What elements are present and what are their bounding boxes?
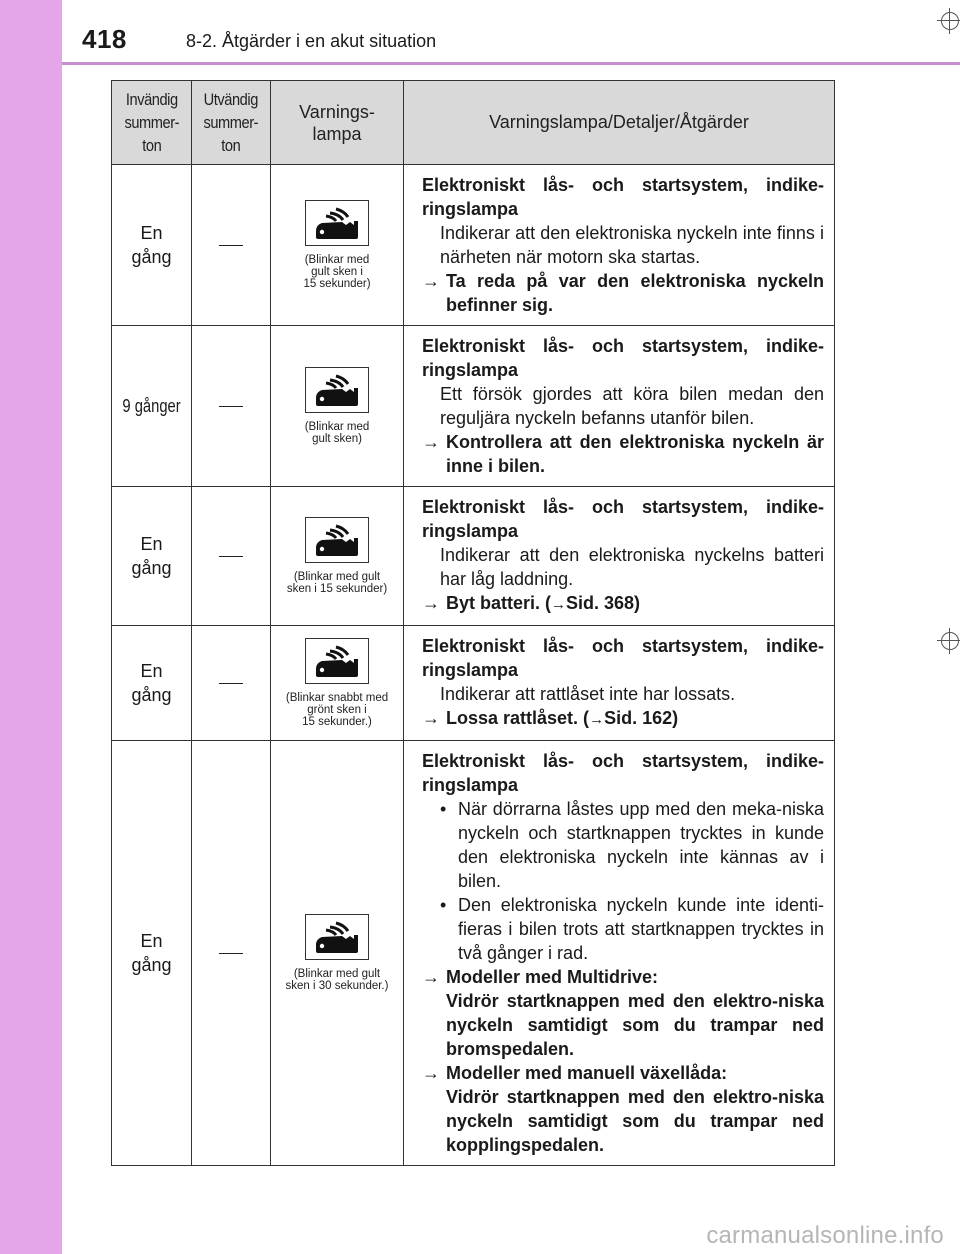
details-title: Elektroniskt lås- och startsystem, indike-ringslampa	[422, 751, 824, 795]
col-header-text: summer-	[203, 113, 259, 132]
details-cell	[404, 326, 835, 487]
arrow-icon: →	[422, 593, 440, 613]
header-index-block	[0, 0, 62, 64]
table-row	[112, 626, 835, 741]
table-row	[112, 165, 835, 326]
page-reference: Sid. 368)	[566, 593, 641, 613]
bullet-icon: •	[440, 799, 447, 819]
lamp-caption: gult sken)	[312, 433, 362, 445]
details-action	[422, 591, 824, 617]
arrow-icon: →	[422, 1063, 440, 1083]
reference-arrow-icon: →	[589, 711, 605, 728]
bullet-icon: •	[440, 895, 447, 915]
dash-mark	[219, 556, 243, 557]
warning-lamp-cell	[271, 626, 404, 741]
crop-mark-icon	[937, 8, 960, 34]
watermark: carmanualsonline.info	[706, 1222, 944, 1249]
col-header-text: lampa	[312, 123, 362, 144]
lamp-caption: (Blinkar med	[304, 421, 370, 433]
details-description: Indikerar att den elektroniska nyckelns batteri har låg laddning.	[440, 545, 824, 589]
details-cell	[404, 487, 835, 626]
col-header-inside-buzzer	[112, 81, 192, 165]
page-number: 418	[82, 24, 127, 54]
smart-key-warning-icon	[305, 914, 369, 960]
action-text: Kontrollera att den elektroniska nyckeln är inne i bilen.	[446, 432, 824, 476]
outside-buzzer-cell	[192, 326, 271, 487]
details-title: Elektroniskt lås- och startsystem, indike-ringslampa	[422, 636, 824, 680]
warning-table	[111, 80, 835, 1166]
lamp-caption: (Blinkar med gult	[293, 571, 381, 583]
details-cell	[404, 165, 835, 326]
action-text: Lossa rattlåset. (	[446, 708, 590, 728]
crop-mark-icon	[937, 628, 960, 654]
dash-mark	[219, 683, 243, 684]
lamp-caption: sken i 30 sekunder.)	[285, 980, 389, 992]
header-rule	[62, 62, 960, 65]
inside-buzzer-text: En	[140, 534, 163, 554]
lamp-caption: 15 sekunder)	[303, 278, 371, 290]
inside-buzzer-text: En	[140, 661, 163, 681]
inside-buzzer-cell	[112, 487, 192, 626]
warning-lamp-cell	[271, 165, 404, 326]
outside-buzzer-cell	[192, 487, 271, 626]
outside-buzzer-cell	[192, 165, 271, 326]
action-heading: Modeller med Multidrive:	[446, 967, 659, 987]
details-bullet	[422, 797, 824, 893]
action-text: Ta reda på var den elektroniska nyckeln befinner sig.	[446, 271, 824, 315]
arrow-icon: →	[422, 967, 440, 987]
lamp-caption: (Blinkar med gult	[293, 968, 381, 980]
lamp-caption: grönt sken i	[307, 704, 367, 716]
warning-lamp-cell	[271, 487, 404, 626]
inside-buzzer-text: gång	[131, 558, 172, 578]
table-row	[112, 326, 835, 487]
action-text: Vidrör startknappen med den elektro-niska nyckeln samtidigt som du trampar ned kopplingspedalen.	[446, 1087, 824, 1155]
inside-buzzer-cell	[112, 165, 192, 326]
col-header-warning-lamp	[271, 81, 404, 165]
arrow-icon: →	[422, 271, 440, 291]
details-description: Indikerar att den elektroniska nyckeln inte finns i närheten när motorn ska startas.	[440, 223, 824, 267]
lamp-caption: (Blinkar med	[304, 254, 370, 266]
details-description: Indikerar att rattlåset inte har lossats.	[440, 684, 736, 704]
details-action	[422, 706, 824, 732]
dash-mark	[219, 406, 243, 407]
dash-mark	[219, 953, 243, 954]
col-header-text: Invändig	[125, 90, 178, 109]
details-title: Elektroniskt lås- och startsystem, indike-ringslampa	[422, 175, 824, 219]
col-header-outside-buzzer	[192, 81, 271, 165]
lamp-caption: 15 sekunder.)	[302, 716, 372, 728]
arrow-icon: →	[422, 708, 440, 728]
action-text: Vidrör startknappen med den elektro-niska nyckeln samtidigt som du trampar ned bromspedalen.	[446, 991, 824, 1059]
section-title: 8-2. Åtgärder i en akut situation	[186, 31, 437, 51]
lamp-caption: (Blinkar snabbt med	[285, 692, 389, 704]
inside-buzzer-cell	[112, 626, 192, 741]
table-row	[112, 741, 835, 1166]
lamp-caption: sken i 15 sekunder)	[286, 583, 388, 595]
table-row	[112, 487, 835, 626]
bullet-text: När dörrarna låstes upp med den meka-niska nyckeln och startknappen trycktes in kunde den elektroniska nyckeln inte kännas av i bilen.	[458, 799, 824, 891]
arrow-icon: →	[422, 432, 440, 452]
details-action	[422, 430, 824, 478]
details-description: Ett försök gjordes att köra bilen medan den reguljära nyckeln befanns utanför bilen.	[440, 384, 824, 428]
smart-key-warning-icon	[305, 200, 369, 246]
details-title: Elektroniskt lås- och startsystem, indike-ringslampa	[422, 336, 824, 380]
bullet-text: Den elektroniska nyckeln kunde inte identi-fieras i bilen trots att startknappen trycktes in två gånger i rad.	[458, 895, 824, 963]
inside-buzzer-cell	[112, 326, 192, 487]
inside-buzzer-text: En	[140, 931, 163, 951]
page-reference: Sid. 162)	[604, 708, 679, 728]
action-text: Byt batteri. (	[446, 593, 552, 613]
details-cell	[404, 741, 835, 1166]
col-header-text: ton	[141, 136, 162, 155]
details-action	[422, 269, 824, 317]
lamp-caption: gult sken i	[311, 266, 363, 278]
smart-key-warning-icon	[305, 367, 369, 413]
col-header-text: Utvändig	[203, 90, 259, 109]
inside-buzzer-cell	[112, 741, 192, 1166]
details-title: Elektroniskt lås- och startsystem, indike-ringslampa	[422, 497, 824, 541]
col-header-text: summer-	[124, 113, 179, 132]
col-header-text: ton	[221, 136, 241, 155]
col-header-details: Varningslampa/Detaljer/Åtgärder	[404, 81, 835, 165]
page-header	[0, 0, 960, 64]
inside-buzzer-text: gång	[131, 685, 172, 705]
col-header-text: Varnings-	[299, 101, 375, 122]
details-bullet	[422, 893, 824, 965]
thumb-index-band	[0, 0, 62, 1254]
table-header-row	[112, 81, 835, 165]
dash-mark	[219, 245, 243, 246]
warning-lamp-cell	[271, 326, 404, 487]
smart-key-warning-icon	[305, 517, 369, 563]
reference-arrow-icon: →	[551, 596, 567, 613]
details-action	[422, 965, 824, 1061]
smart-key-warning-icon	[305, 638, 369, 684]
warning-lamp-cell	[271, 741, 404, 1166]
details-action	[422, 1061, 824, 1157]
inside-buzzer-text: En	[140, 223, 163, 243]
inside-buzzer-text: gång	[131, 247, 172, 267]
details-cell	[404, 626, 835, 741]
inside-buzzer-text: 9 gånger	[122, 396, 181, 416]
outside-buzzer-cell	[192, 741, 271, 1166]
inside-buzzer-text: gång	[131, 955, 172, 975]
outside-buzzer-cell	[192, 626, 271, 741]
action-heading: Modeller med manuell växellåda:	[446, 1063, 728, 1083]
